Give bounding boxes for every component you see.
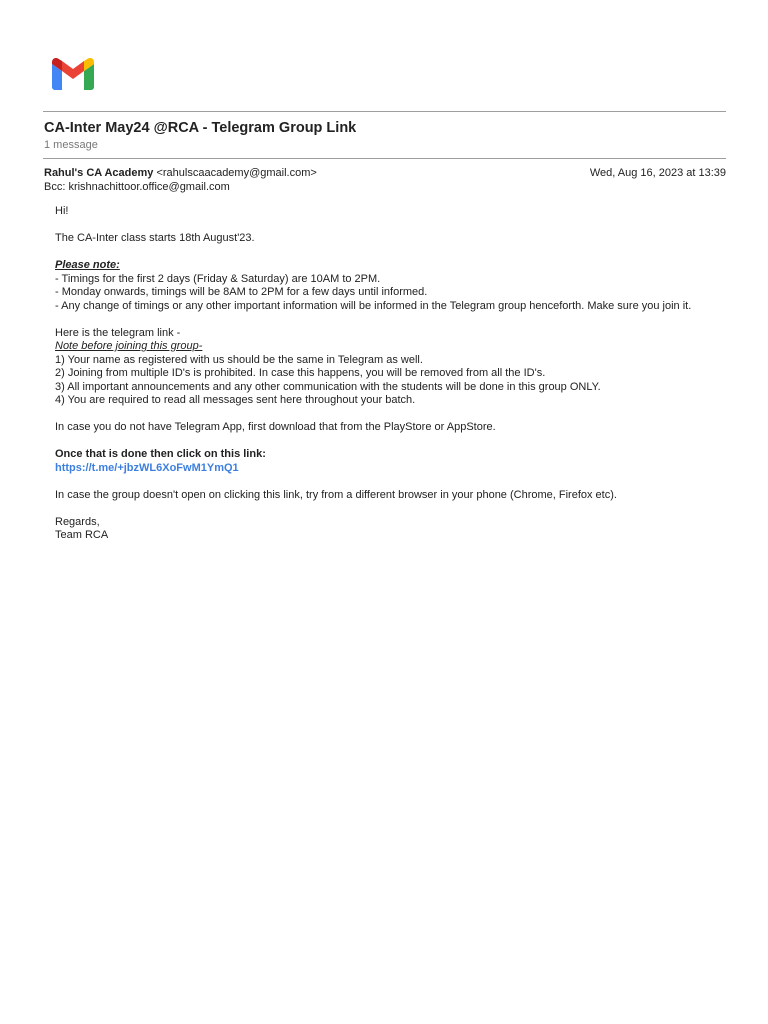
email-subject: CA-Inter May24 @RCA - Telegram Group Link — [44, 120, 357, 136]
intro-line: The CA-Inter class starts 18th August'23. — [55, 232, 255, 244]
gmail-logo-center-red — [62, 61, 84, 79]
rule-item: 4) You are required to read all messages sent here throughout your batch. — [55, 394, 416, 406]
telegram-link[interactable]: https://t.me/+jbzWL6XoFwM1YmQ1 — [55, 461, 239, 474]
download-note: In case you do not have Telegram App, first download that from the PlayStore or AppStore. — [55, 421, 496, 433]
rule-item: 1) Your name as registered with us should be the same in Telegram as well. — [55, 353, 423, 366]
sender-name: Rahul's CA Academy — [44, 167, 154, 179]
rule-item: 2) Joining from multiple ID's is prohibited. In case this happens, you will be removed from all the ID's. — [55, 367, 546, 379]
subject-divider — [43, 158, 726, 159]
note-item: - Monday onwards, timings will be 8AM to 2PM for a few days until informed. — [55, 286, 428, 298]
message-body — [55, 205, 735, 543]
note-item: - Timings for the first 2 days (Friday & Saturday) are 10AM to 2PM. — [55, 272, 381, 285]
rules-title: Note before joining this group- — [55, 340, 203, 352]
regards: Regards, — [55, 515, 100, 528]
rule-item: 3) All important announcements and any other communication with the students will be done in this group ONLY. — [55, 380, 601, 393]
greeting: Hi! — [55, 205, 69, 217]
message-date: Wed, Aug 16, 2023 at 13:39 — [589, 167, 726, 179]
note-title: Please note: — [55, 259, 120, 271]
gmail-logo — [52, 58, 94, 90]
signature: Team RCA — [55, 529, 109, 541]
browser-note: In case the group doesn't open on clicking this link, try from a different browser in your phone (Chrome, Firefox etc). — [55, 488, 617, 501]
bcc-line: Bcc: krishnachittoor.office@gmail.com — [44, 181, 230, 193]
sender-email: <rahulscaacademy@gmail.com> — [156, 167, 317, 179]
header-divider — [43, 111, 726, 112]
message-count: 1 message — [44, 139, 98, 151]
note-item: - Any change of timings or any other important information will be informed in the Telegram group henceforth. Make sure you join it. — [55, 299, 692, 312]
message-header — [44, 166, 726, 194]
link-intro: Here is the telegram link - — [55, 326, 181, 339]
click-instruction: Once that is done then click on this link: — [55, 448, 266, 460]
